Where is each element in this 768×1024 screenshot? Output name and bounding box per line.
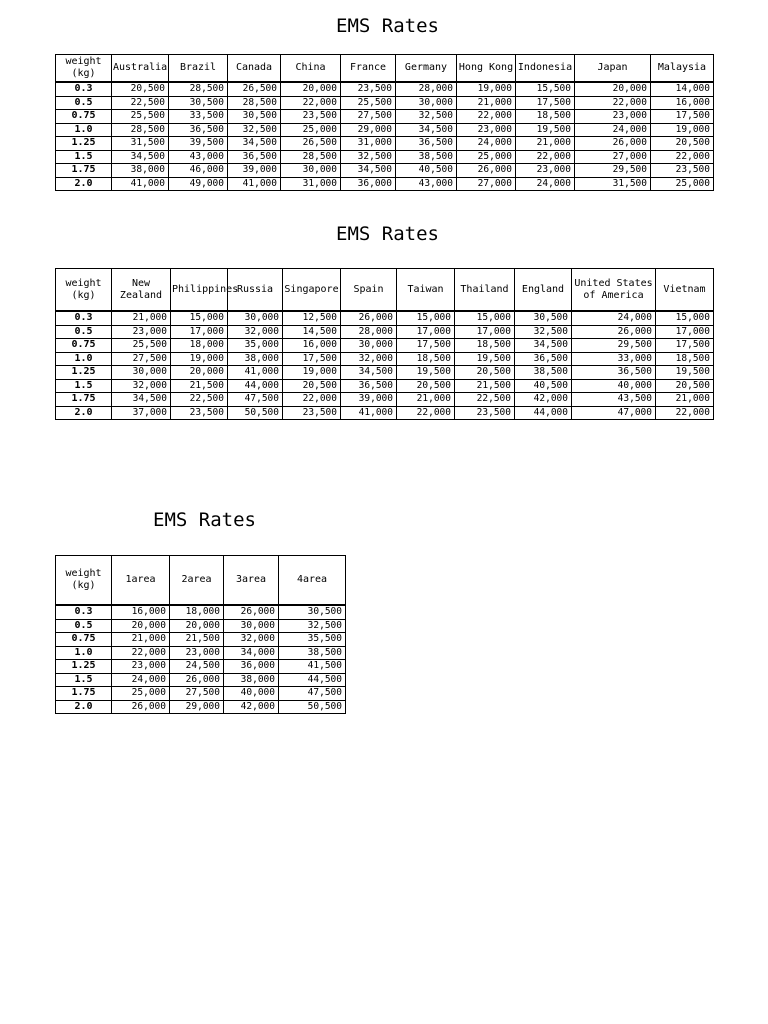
rate-cell: 24,500 xyxy=(170,660,224,674)
rate-cell: 31,000 xyxy=(341,137,396,151)
rate-cell: 24,000 xyxy=(112,673,170,687)
rate-cell: 28,000 xyxy=(341,325,397,339)
rate-cell: 41,000 xyxy=(112,177,169,191)
rate-cell: 30,000 xyxy=(228,311,283,325)
rate-cell: 22,000 xyxy=(575,96,651,110)
rate-cell: 23,000 xyxy=(516,164,575,178)
rate-cell: 20,500 xyxy=(397,379,455,393)
rate-cell: 41,000 xyxy=(228,366,283,380)
rate-cell: 44,000 xyxy=(228,379,283,393)
rate-cell: 23,000 xyxy=(575,110,651,124)
rate-cell: 35,500 xyxy=(279,633,346,647)
rate-cell: 33,500 xyxy=(169,110,228,124)
rate-cell: 32,500 xyxy=(396,110,457,124)
rate-cell: 29,000 xyxy=(341,123,396,137)
rate-cell: 47,000 xyxy=(572,406,656,420)
table-row xyxy=(56,366,714,380)
rate-cell: 30,500 xyxy=(228,110,281,124)
rates-table-countries-1 xyxy=(55,54,714,191)
rate-cell: 25,000 xyxy=(457,150,516,164)
weight-cell: 0.3 xyxy=(56,605,112,619)
weight-cell: 2.0 xyxy=(56,177,112,191)
rate-cell: 25,500 xyxy=(341,96,396,110)
table-row xyxy=(56,325,714,339)
rate-cell: 30,500 xyxy=(169,96,228,110)
table-row xyxy=(56,646,346,660)
rate-cell: 40,000 xyxy=(224,687,279,701)
rate-cell: 26,500 xyxy=(281,137,341,151)
rate-cell: 27,500 xyxy=(341,110,396,124)
rate-cell: 23,500 xyxy=(651,164,714,178)
rate-cell: 28,500 xyxy=(112,123,169,137)
rate-cell: 22,000 xyxy=(112,646,170,660)
rate-cell: 26,000 xyxy=(112,700,170,714)
rate-cell: 38,000 xyxy=(228,352,283,366)
column-header: Germany xyxy=(396,55,457,83)
table-row xyxy=(56,82,714,96)
rate-cell: 34,500 xyxy=(515,339,572,353)
rate-cell: 22,000 xyxy=(397,406,455,420)
rate-cell: 34,500 xyxy=(341,366,397,380)
rate-cell: 30,000 xyxy=(396,96,457,110)
rate-cell: 20,500 xyxy=(283,379,341,393)
rate-cell: 30,000 xyxy=(341,339,397,353)
rate-cell: 21,000 xyxy=(656,393,714,407)
rate-cell: 20,000 xyxy=(170,619,224,633)
rate-cell: 18,500 xyxy=(656,352,714,366)
weight-cell: 0.75 xyxy=(56,110,112,124)
rate-cell: 28,500 xyxy=(281,150,341,164)
rate-cell: 17,000 xyxy=(455,325,515,339)
weight-cell: 0.5 xyxy=(56,96,112,110)
rate-cell: 20,500 xyxy=(455,366,515,380)
weight-cell: 0.3 xyxy=(56,311,112,325)
table-row xyxy=(56,164,714,178)
rate-cell: 20,500 xyxy=(112,82,169,96)
table-row xyxy=(56,110,714,124)
rate-cell: 30,500 xyxy=(515,311,572,325)
rate-cell: 19,500 xyxy=(656,366,714,380)
rate-cell: 25,000 xyxy=(281,123,341,137)
rate-cell: 43,000 xyxy=(169,150,228,164)
rate-cell: 24,000 xyxy=(572,311,656,325)
rate-cell: 32,000 xyxy=(224,633,279,647)
table-row xyxy=(56,339,714,353)
rate-cell: 17,500 xyxy=(516,96,575,110)
rate-cell: 17,500 xyxy=(283,352,341,366)
rate-cell: 23,000 xyxy=(112,325,171,339)
rate-cell: 29,500 xyxy=(575,164,651,178)
column-header: Russia xyxy=(228,269,283,312)
weight-cell: 1.0 xyxy=(56,352,112,366)
rate-cell: 26,000 xyxy=(224,605,279,619)
rate-cell: 22,000 xyxy=(283,393,341,407)
rate-cell: 30,500 xyxy=(279,605,346,619)
rate-cell: 15,500 xyxy=(516,82,575,96)
rate-cell: 37,000 xyxy=(112,406,171,420)
rate-cell: 34,500 xyxy=(396,123,457,137)
rate-cell: 31,000 xyxy=(281,177,341,191)
rate-cell: 17,000 xyxy=(397,325,455,339)
rates-table-countries-2 xyxy=(55,268,714,420)
rate-cell: 20,000 xyxy=(281,82,341,96)
rate-cell: 26,000 xyxy=(572,325,656,339)
rate-cell: 30,000 xyxy=(281,164,341,178)
rate-cell: 17,500 xyxy=(656,339,714,353)
rate-cell: 23,500 xyxy=(171,406,228,420)
column-header: Taiwan xyxy=(397,269,455,312)
column-header: Australia xyxy=(112,55,169,83)
weight-cell: 1.0 xyxy=(56,646,112,660)
column-header: 2area xyxy=(170,556,224,606)
rate-cell: 16,000 xyxy=(651,96,714,110)
rate-cell: 23,500 xyxy=(283,406,341,420)
rate-cell: 49,000 xyxy=(169,177,228,191)
rate-cell: 20,500 xyxy=(656,379,714,393)
rate-cell: 34,500 xyxy=(341,164,396,178)
rate-cell: 36,000 xyxy=(341,177,396,191)
column-header: Indonesia xyxy=(516,55,575,83)
rate-cell: 17,500 xyxy=(651,110,714,124)
rate-cell: 39,000 xyxy=(341,393,397,407)
rate-cell: 21,000 xyxy=(397,393,455,407)
rate-cell: 21,500 xyxy=(455,379,515,393)
rate-cell: 25,000 xyxy=(651,177,714,191)
table-row xyxy=(56,673,346,687)
rate-cell: 41,500 xyxy=(279,660,346,674)
rate-cell: 22,000 xyxy=(651,150,714,164)
rate-cell: 16,000 xyxy=(283,339,341,353)
rate-cell: 24,000 xyxy=(575,123,651,137)
rate-cell: 38,500 xyxy=(396,150,457,164)
rate-cell: 42,000 xyxy=(224,700,279,714)
rate-cell: 23,000 xyxy=(112,660,170,674)
rate-cell: 19,500 xyxy=(397,366,455,380)
table-row xyxy=(56,393,714,407)
rate-cell: 32,000 xyxy=(112,379,171,393)
rate-cell: 14,000 xyxy=(651,82,714,96)
header-row xyxy=(56,556,346,606)
rate-cell: 26,000 xyxy=(457,164,516,178)
weight-cell: 1.0 xyxy=(56,123,112,137)
rate-cell: 22,000 xyxy=(656,406,714,420)
rate-cell: 34,500 xyxy=(228,137,281,151)
rate-cell: 26,000 xyxy=(575,137,651,151)
rate-cell: 20,000 xyxy=(112,619,170,633)
rate-cell: 26,500 xyxy=(228,82,281,96)
rate-cell: 21,000 xyxy=(457,96,516,110)
column-header: 1area xyxy=(112,556,170,606)
table-row xyxy=(56,177,714,191)
rate-cell: 32,500 xyxy=(341,150,396,164)
rate-cell: 23,000 xyxy=(170,646,224,660)
column-header: Brazil xyxy=(169,55,228,83)
rate-cell: 16,000 xyxy=(112,605,170,619)
rate-cell: 19,000 xyxy=(171,352,228,366)
table-row xyxy=(56,352,714,366)
rate-cell: 26,000 xyxy=(170,673,224,687)
rate-cell: 18,500 xyxy=(397,352,455,366)
rate-cell: 50,500 xyxy=(228,406,283,420)
rate-cell: 43,500 xyxy=(572,393,656,407)
rate-cell: 15,000 xyxy=(171,311,228,325)
weight-cell: 1.75 xyxy=(56,393,112,407)
rate-cell: 32,500 xyxy=(279,619,346,633)
column-header: Spain xyxy=(341,269,397,312)
rate-cell: 25,000 xyxy=(112,687,170,701)
rate-cell: 18,500 xyxy=(516,110,575,124)
rate-cell: 26,000 xyxy=(341,311,397,325)
rate-cell: 14,500 xyxy=(283,325,341,339)
rate-cell: 36,500 xyxy=(396,137,457,151)
rate-cell: 23,500 xyxy=(281,110,341,124)
column-header: Philippines xyxy=(171,269,228,312)
table-row xyxy=(56,700,346,714)
rate-cell: 38,500 xyxy=(279,646,346,660)
rates-table-areas xyxy=(55,555,346,714)
rate-cell: 42,000 xyxy=(515,393,572,407)
column-header: Malaysia xyxy=(651,55,714,83)
rate-cell: 25,500 xyxy=(112,110,169,124)
rate-cell: 19,000 xyxy=(283,366,341,380)
weight-cell: 1.5 xyxy=(56,150,112,164)
rate-cell: 41,000 xyxy=(341,406,397,420)
rate-cell: 36,500 xyxy=(228,150,281,164)
rate-cell: 19,000 xyxy=(651,123,714,137)
rate-cell: 24,000 xyxy=(457,137,516,151)
rate-cell: 19,000 xyxy=(457,82,516,96)
rate-cell: 21,500 xyxy=(171,379,228,393)
rate-cell: 20,500 xyxy=(651,137,714,151)
weight-cell: 0.5 xyxy=(56,619,112,633)
rate-cell: 23,500 xyxy=(341,82,396,96)
weight-cell: 0.5 xyxy=(56,325,112,339)
rate-cell: 31,500 xyxy=(575,177,651,191)
rate-cell: 33,000 xyxy=(572,352,656,366)
rate-cell: 22,500 xyxy=(112,96,169,110)
rate-cell: 22,000 xyxy=(457,110,516,124)
table-row xyxy=(56,633,346,647)
rate-cell: 17,000 xyxy=(171,325,228,339)
rate-cell: 21,000 xyxy=(112,633,170,647)
rate-cell: 18,500 xyxy=(455,339,515,353)
rate-cell: 27,000 xyxy=(457,177,516,191)
table-row xyxy=(56,660,346,674)
weight-cell: 1.25 xyxy=(56,366,112,380)
rate-cell: 30,000 xyxy=(112,366,171,380)
weight-cell: 0.3 xyxy=(56,82,112,96)
rate-cell: 22,000 xyxy=(281,96,341,110)
rate-cell: 21,000 xyxy=(112,311,171,325)
page-title: EMS Rates xyxy=(153,509,256,531)
weight-header: weight (kg) xyxy=(56,556,112,606)
table-row xyxy=(56,150,714,164)
rate-cell: 38,500 xyxy=(515,366,572,380)
rate-cell: 15,000 xyxy=(656,311,714,325)
rate-cell: 39,000 xyxy=(228,164,281,178)
rate-cell: 32,000 xyxy=(228,325,283,339)
rate-cell: 25,500 xyxy=(112,339,171,353)
rate-cell: 40,500 xyxy=(515,379,572,393)
weight-cell: 2.0 xyxy=(56,700,112,714)
rate-cell: 19,500 xyxy=(516,123,575,137)
rate-cell: 43,000 xyxy=(396,177,457,191)
rate-cell: 47,500 xyxy=(228,393,283,407)
rate-cell: 27,500 xyxy=(112,352,171,366)
page-title: EMS Rates xyxy=(336,223,439,245)
rate-cell: 29,500 xyxy=(572,339,656,353)
column-header: Thailand xyxy=(455,269,515,312)
weight-cell: 2.0 xyxy=(56,406,112,420)
rate-cell: 28,000 xyxy=(396,82,457,96)
column-header: New Zealand xyxy=(112,269,171,312)
column-header: Hong Kong xyxy=(457,55,516,83)
header-row xyxy=(56,269,714,312)
column-header: 4area xyxy=(279,556,346,606)
table-row xyxy=(56,311,714,325)
rate-cell: 31,500 xyxy=(112,137,169,151)
weight-header: weight (kg) xyxy=(56,269,112,312)
rate-cell: 47,500 xyxy=(279,687,346,701)
weight-cell: 1.25 xyxy=(56,660,112,674)
rate-cell: 12,500 xyxy=(283,311,341,325)
rate-cell: 30,000 xyxy=(224,619,279,633)
rate-cell: 18,000 xyxy=(170,605,224,619)
header-row xyxy=(56,55,714,83)
rate-cell: 34,500 xyxy=(112,150,169,164)
page-title: EMS Rates xyxy=(336,15,439,37)
rate-cell: 21,500 xyxy=(170,633,224,647)
rate-cell: 38,000 xyxy=(112,164,169,178)
rate-cell: 36,500 xyxy=(572,366,656,380)
rate-cell: 40,000 xyxy=(572,379,656,393)
rate-cell: 36,500 xyxy=(515,352,572,366)
weight-header: weight (kg) xyxy=(56,55,112,83)
rate-cell: 23,000 xyxy=(457,123,516,137)
weight-cell: 1.75 xyxy=(56,687,112,701)
rate-cell: 38,000 xyxy=(224,673,279,687)
rate-cell: 22,500 xyxy=(455,393,515,407)
table-row xyxy=(56,687,346,701)
weight-cell: 0.75 xyxy=(56,633,112,647)
weight-cell: 1.25 xyxy=(56,137,112,151)
rate-cell: 44,500 xyxy=(279,673,346,687)
rate-cell: 50,500 xyxy=(279,700,346,714)
rate-cell: 32,500 xyxy=(228,123,281,137)
column-header: China xyxy=(281,55,341,83)
weight-cell: 1.5 xyxy=(56,379,112,393)
column-header: Canada xyxy=(228,55,281,83)
weight-cell: 0.75 xyxy=(56,339,112,353)
table-row xyxy=(56,406,714,420)
rate-cell: 29,000 xyxy=(170,700,224,714)
rate-cell: 36,500 xyxy=(341,379,397,393)
rate-cell: 41,000 xyxy=(228,177,281,191)
column-header: France xyxy=(341,55,396,83)
rate-cell: 36,500 xyxy=(169,123,228,137)
rate-cell: 18,000 xyxy=(171,339,228,353)
rate-cell: 34,000 xyxy=(224,646,279,660)
rate-cell: 22,500 xyxy=(171,393,228,407)
rate-cell: 27,500 xyxy=(170,687,224,701)
rate-cell: 32,000 xyxy=(341,352,397,366)
column-header: Japan xyxy=(575,55,651,83)
rate-cell: 40,500 xyxy=(396,164,457,178)
rate-cell: 24,000 xyxy=(516,177,575,191)
rate-cell: 39,500 xyxy=(169,137,228,151)
weight-cell: 1.75 xyxy=(56,164,112,178)
column-header: 3area xyxy=(224,556,279,606)
rate-cell: 35,000 xyxy=(228,339,283,353)
rate-cell: 21,000 xyxy=(516,137,575,151)
rate-cell: 44,000 xyxy=(515,406,572,420)
weight-cell: 1.5 xyxy=(56,673,112,687)
table-row xyxy=(56,379,714,393)
rate-cell: 34,500 xyxy=(112,393,171,407)
table-row xyxy=(56,619,346,633)
rate-cell: 36,000 xyxy=(224,660,279,674)
rate-cell: 27,000 xyxy=(575,150,651,164)
table-row xyxy=(56,123,714,137)
column-header: Singapore xyxy=(283,269,341,312)
column-header: Vietnam xyxy=(656,269,714,312)
rate-cell: 23,500 xyxy=(455,406,515,420)
column-header: England xyxy=(515,269,572,312)
rate-cell: 17,500 xyxy=(397,339,455,353)
rate-cell: 20,000 xyxy=(171,366,228,380)
table-row xyxy=(56,137,714,151)
rate-cell: 22,000 xyxy=(516,150,575,164)
rate-cell: 32,500 xyxy=(515,325,572,339)
column-header: United States of America xyxy=(572,269,656,312)
rate-cell: 19,500 xyxy=(455,352,515,366)
rate-cell: 28,500 xyxy=(228,96,281,110)
rate-cell: 20,000 xyxy=(575,82,651,96)
rate-cell: 15,000 xyxy=(397,311,455,325)
table-row xyxy=(56,96,714,110)
rate-cell: 28,500 xyxy=(169,82,228,96)
table-row xyxy=(56,605,346,619)
rate-cell: 46,000 xyxy=(169,164,228,178)
rate-cell: 17,000 xyxy=(656,325,714,339)
rate-cell: 15,000 xyxy=(455,311,515,325)
